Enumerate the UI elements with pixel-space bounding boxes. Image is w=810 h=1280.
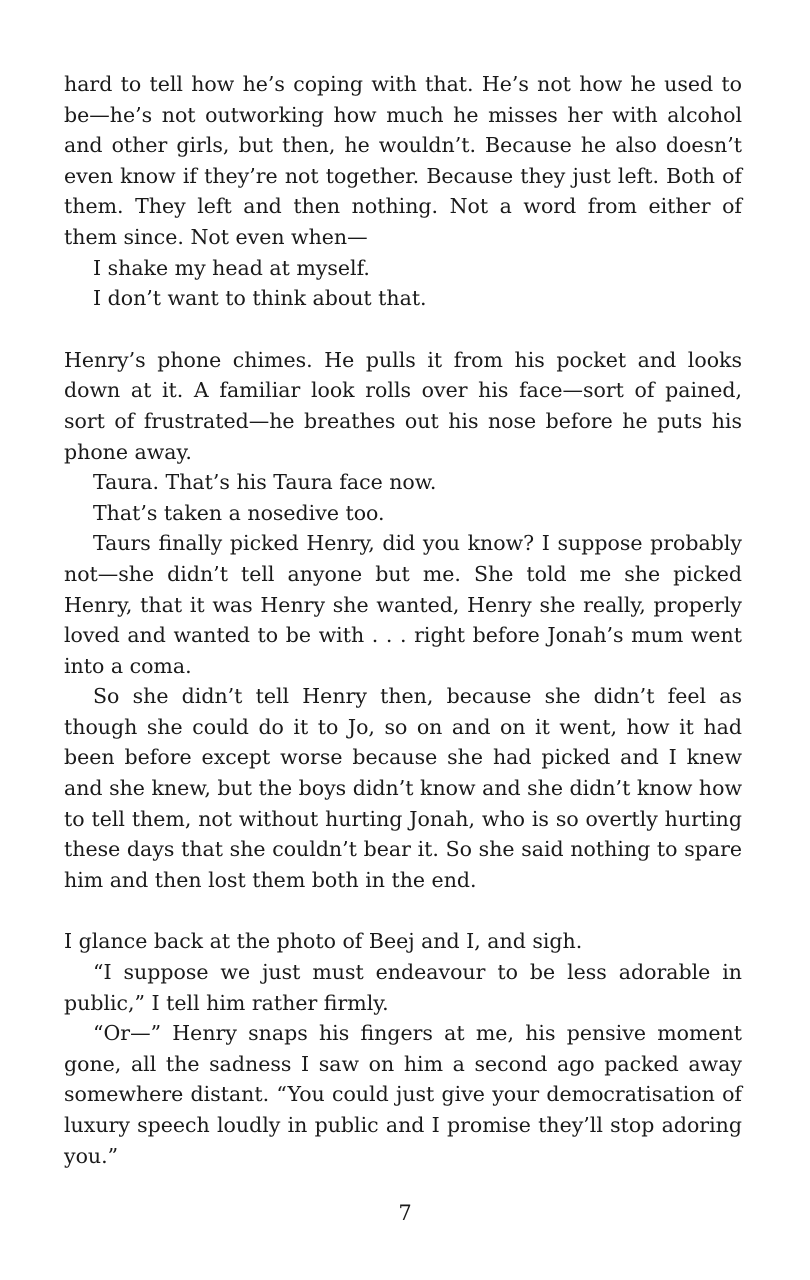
section-break — [64, 314, 742, 345]
section-break — [64, 895, 742, 926]
paragraph-less-adorable: “I suppose we just must endeavour to be less adorable in public,” I tell him rather firmly. — [64, 960, 742, 1015]
paragraph-henry-snaps: “Or—” Henry snaps his fingers at me, his pensive moment gone, all the sadness I saw on him a second ago packed away somewhere distant. “You could just give your democratisation of luxury speech loudly in public and I promise they’ll stop adoring you.” — [64, 1021, 742, 1168]
paragraph-shake-head: I shake my head at myself. — [93, 255, 370, 280]
paragraph-taurs-picked: Taurs finally picked Henry, did you know? I suppose probably not—she didn’t tell anyone but me. She told me she picked Henry, that it was Henry she wanted, Henry she really, properly loved and wanted to be with . . . right before Jonah’s mum went into a coma. — [64, 531, 742, 678]
paragraph-taura-face: Taura. That’s his Taura face now. — [93, 470, 437, 495]
book-page-body — [64, 69, 742, 1171]
paragraph-didnt-tell: So she didn’t tell Henry then, because she didn’t feel as though she could do it to Jo, so on and on it went, how it had been before except worse because she had picked and I knew and she knew, but the boys didn’t know and she didn’t know how to tell them, not without hurting Jonah, who is so overtly hurting these days that she couldn’t bear it. So she said nothing to spare him and then lost them both in the end. — [64, 684, 742, 892]
paragraph-nosedive: That’s taken a nosedive too. — [93, 500, 385, 525]
paragraph-continuation: hard to tell how he’s coping with that. He’s not how he used to be—he’s not outworking how much he misses her with alcohol and other girls, but then, he wouldn’t. Because he also doesn’t even know if they’re not together. Because they just left. Both of them. They left and then nothing. Not a word from either of them since. Not even when— — [64, 72, 742, 249]
paragraph-dont-want: I don’t want to think about that. — [93, 286, 427, 311]
paragraph-phone-chimes: Henry’s phone chimes. He pulls it from his pocket and looks down at it. A familiar look rolls over his face—sort of pained, sort of frustrated—he breathes out his nose before he puts his phone away. — [64, 347, 742, 464]
page-number: 7 — [398, 1201, 412, 1225]
paragraph-glance-back: I glance back at the photo of Beej and I, and sigh. — [64, 929, 583, 954]
